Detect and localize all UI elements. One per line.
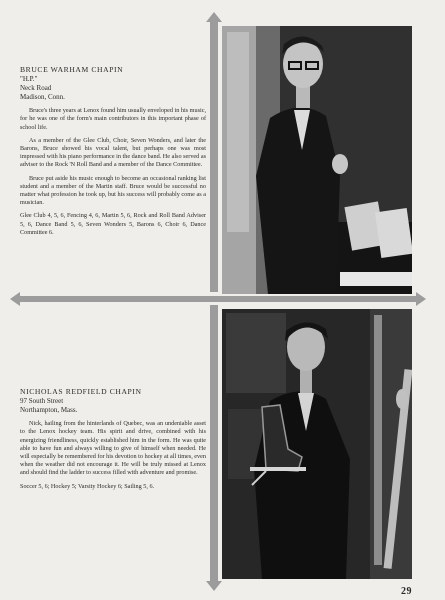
page-number: 29 (401, 586, 412, 597)
senior-entry-bruce (20, 66, 206, 237)
portrait-photo-nicholas (222, 309, 412, 579)
horizontal-divider (16, 296, 418, 302)
address-street: Neck Road (20, 84, 52, 93)
address-town: Northampton, Mass. (20, 406, 78, 415)
bio-paragraph: Bruce put aside his music enough to become an occasional ranking list student and a member of the Martin staff. Bruce would be successful no matter what profession he took up, but his success will probably come as a musician. (20, 174, 206, 207)
bio-paragraph: Nick, hailing from the hinterlands of Quebec, was an undeniable asset to the Lenox hockey team. His spirit and drive, combined with his energizing friendliness, quickly established him in the form. He was quite able to have fun and always willing to give of himself when needed. He will especially be remembered for his devotion to hockey at all times, even when the weather did not encourage it. He will be truly missed at Lenox and should find the ladder to success filled with adventure and promise. (20, 420, 206, 477)
student-address (20, 397, 206, 415)
address-town: Madison, Conn. (20, 93, 65, 102)
address-street: 97 South Street (20, 397, 64, 406)
student-name: NICHOLAS REDFIELD CHAPIN (20, 387, 142, 396)
student-name: BRUCE WARHAM CHAPIN (20, 65, 124, 74)
portrait-photo-bruce (222, 26, 412, 294)
activities-list: Soccer 5, 6; Hockey 5; Varsity Hockey 6; Sailing 5, 6. (20, 482, 155, 490)
bio-paragraph: As a member of the Glee Club, Choir, Seven Wonders, and later the Barons, Bruce showed his vocal talent, but perhaps one was most impressed with his piano performance in the dance band. He also served as adviser to the Rock 'N Roll Band and a member of the Dance Committee. (20, 136, 206, 169)
vertical-divider-top (210, 20, 218, 292)
divider-arrow-right (416, 292, 426, 306)
senior-entry-nicholas (20, 388, 206, 491)
student-address (20, 75, 206, 102)
student-nickname: "H.P." (20, 75, 38, 84)
bio-paragraph: Bruce's three years at Lenox found him usually enveloped in his music, for he was one of the form's main contributors in this important phase of school life. (20, 107, 206, 131)
activities-list: Glee Club 4, 5, 6, Fencing 4, 6, Martin 5, 6, Rock and Roll Band Adviser 5, 6, Dance Band 5, 6, Seven Wonders 5, Barons 6, Choir 6, Dance Committee 6. (20, 212, 206, 236)
vertical-divider-bottom (210, 305, 218, 583)
divider-arrow-bottom (206, 581, 222, 591)
